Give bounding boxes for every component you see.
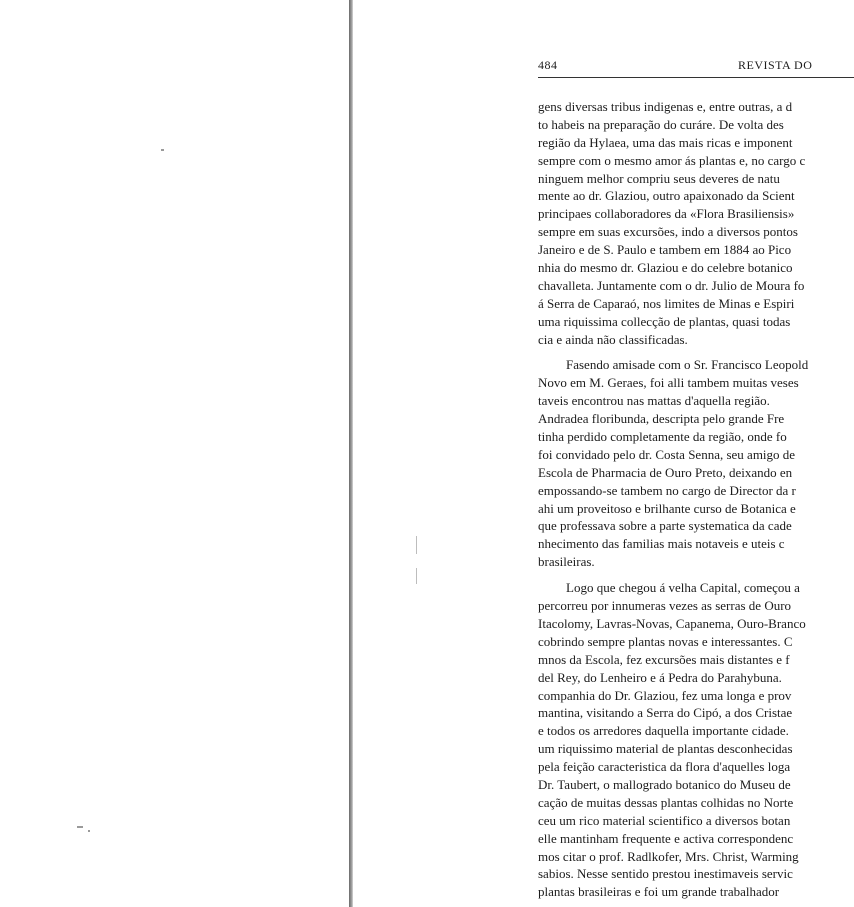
text-line: sabios. Nesse sentido prestou inestimaveis servic [538, 866, 793, 882]
text-line: percorreu por innumeras vezes as serras de Ouro [538, 598, 792, 614]
text-line: ahi um proveitoso e brilhante curso de Botanica e [538, 500, 796, 516]
page-speck [416, 536, 417, 554]
text-line: nhia do mesmo dr. Glaziou e do celebre botanico [538, 260, 793, 276]
text-line: Janeiro e de S. Paulo e tambem em 1884 ao Pico [538, 242, 792, 258]
page-header [538, 58, 854, 76]
text-line: região da Hylaea, uma das mais ricas e imponent [538, 134, 793, 150]
text-line: gens diversas tribus indigenas e, entre outras, a d [538, 99, 793, 114]
paragraph [538, 356, 854, 571]
text-line: tinha perdido completamente da região, onde fo [538, 429, 787, 445]
text-line: um riquissimo material de plantas desconhecidas [538, 741, 793, 757]
text-line: mente ao dr. Glaziou, outro apaixonado da Scient [538, 188, 795, 204]
text-line: mantina, visitando a Serra do Cipó, a dos Cristae [538, 705, 793, 721]
text-line: companhia do Dr. Glaziou, fez uma longa e prov [538, 687, 792, 703]
text-line: Dr. Taubert, o mallogrado botanico do Museu de [538, 776, 791, 792]
page-speck [88, 830, 90, 832]
paragraph [538, 98, 854, 348]
text-line: chavalleta. Juntamente com o dr. Julio de Moura fo [538, 277, 805, 293]
text-line: Itacolomy, Lavras-Novas, Capanema, Ouro-Branco [538, 615, 806, 631]
header-rule [538, 77, 854, 78]
text-line: que professava sobre a parte systematica da cade [538, 518, 792, 534]
text-line: nhecimento das familias mais notaveis e uteis c [538, 536, 785, 552]
text-line: cobrindo sempre plantas novas e interessantes. C [538, 633, 793, 649]
text-line: plantas brasileiras e foi um grande trabalhador [538, 884, 780, 900]
text-line: e todos os arredores daquella importante cidade. [538, 723, 789, 739]
body-text [538, 98, 854, 907]
text-line: del Rey, do Lenheiro e á Pedra do Parahybuna. [538, 669, 782, 685]
text-line: mnos da Escola, fez excursões mais distantes e f [538, 651, 790, 667]
text-line: Andradea floribunda, descripta pelo grande Fre [538, 411, 785, 427]
running-head: REVISTA DO [738, 58, 813, 72]
text-line: Logo que chegou á velha Capital, começou a [566, 580, 800, 596]
text-line: sempre com o mesmo amor ás plantas e, no cargo c [538, 152, 806, 168]
text-line: Fasendo amisade com o Sr. Francisco Leopold [566, 357, 809, 373]
text-line: Novo em M. Geraes, foi alli tambem muitas veses [538, 375, 799, 391]
text-line: taveis encontrou nas mattas d'aquella região. [538, 393, 770, 409]
text-line: uma riquissima collecção de plantas, quasi todas [538, 313, 791, 329]
page-number: 484 [538, 58, 558, 72]
text-line: á Serra de Caparaó, nos limites de Minas e Espiri [538, 295, 795, 311]
book-page [538, 58, 854, 907]
text-line: sempre em suas excursões, indo a diversos pontos [538, 224, 798, 240]
paragraph [538, 579, 854, 901]
text-line: principaes collaboradores da «Flora Brasiliensis» [538, 206, 795, 222]
text-line: brasileiras. [538, 554, 595, 570]
text-line: pela feição caracteristica da flora d'aquelles loga [538, 759, 791, 775]
page-speck [161, 149, 164, 151]
text-line: foi convidado pelo dr. Costa Senna, seu amigo de [538, 446, 796, 462]
text-line: ninguem melhor compriu seus deveres de natu [538, 170, 780, 186]
text-line: to habeis na preparação do curáre. De volta des [538, 116, 784, 132]
text-line: Escola de Pharmacia de Ouro Preto, deixando en [538, 464, 793, 480]
text-line: cia e ainda não classificadas. [538, 331, 688, 347]
text-line: empossando-se tambem no cargo de Director da r [538, 482, 796, 498]
text-line: mos citar o prof. Radlkofer, Mrs. Christ, Warming [538, 848, 799, 864]
page-speck [77, 826, 83, 828]
text-line: cação de muitas dessas plantas colhidas no Norte [538, 794, 794, 810]
book-spine [349, 0, 353, 907]
page-speck [416, 568, 417, 584]
text-line: ceu um rico material scientifico a diversos botan [538, 812, 791, 828]
text-line: elle mantinham frequente e activa correspondenc [538, 830, 794, 846]
